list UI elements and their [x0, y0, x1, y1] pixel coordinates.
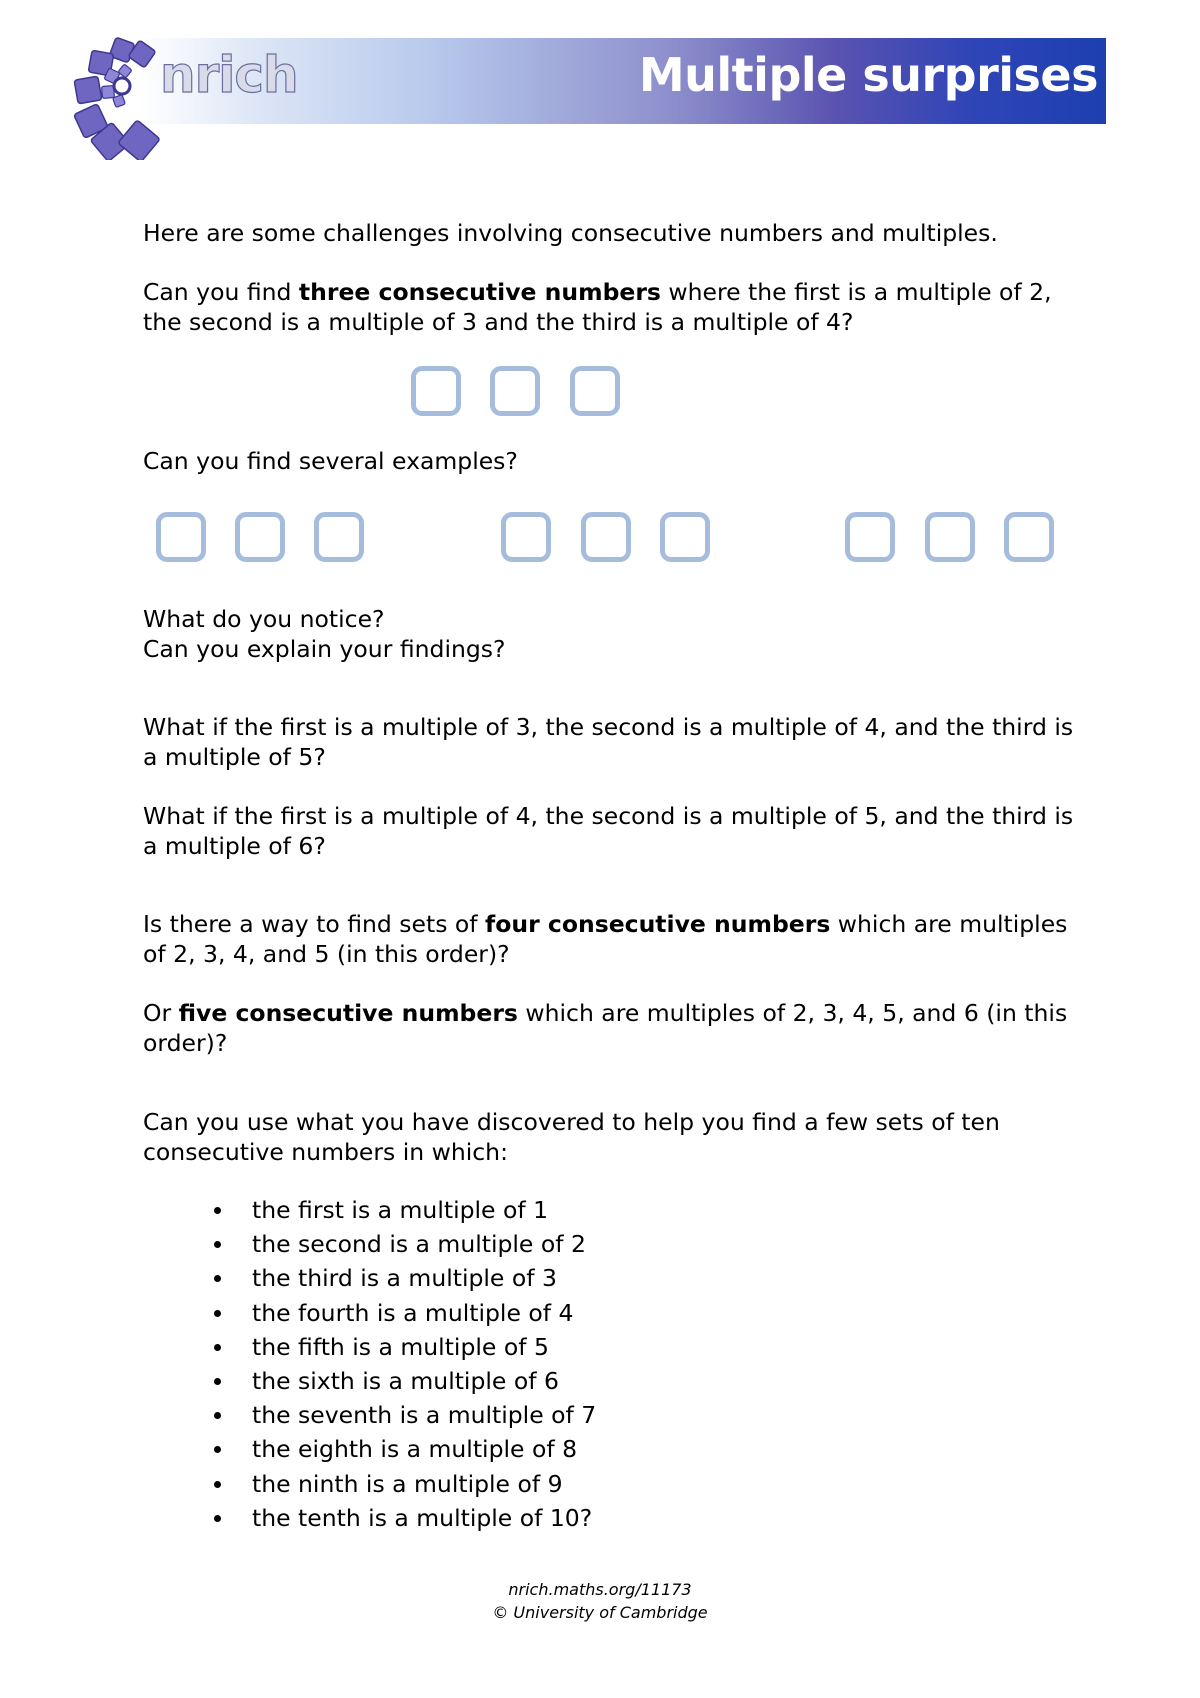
list-item-text: the second is a multiple of 2	[252, 1230, 586, 1259]
list-item	[214, 1261, 596, 1295]
answer-box[interactable]	[235, 512, 285, 562]
list-item	[214, 1501, 596, 1535]
list-item-text: the fourth is a multiple of 4	[252, 1298, 574, 1327]
q-four-emphasis: four consecutive numbers	[485, 910, 831, 938]
list-item	[214, 1364, 596, 1398]
list-item	[214, 1193, 596, 1227]
footer-url[interactable]: nrich.maths.org/11173	[508, 1580, 692, 1599]
question-456: What if the first is a multiple of 4, the second is a multiple of 5, and the third is a multiple of 6?	[143, 802, 1074, 860]
answer-box[interactable]	[660, 512, 710, 562]
q-four-text-end: which are multiples of 2, 3, 4, and 5 (in this order)?	[143, 910, 1068, 968]
q-four-text-start: Is there a way to find sets of	[143, 910, 486, 938]
answer-box[interactable]	[845, 512, 895, 562]
question-five-consecutive	[143, 998, 1083, 1058]
answer-box[interactable]	[314, 512, 364, 562]
footer-copyright: © University of Cambridge	[492, 1603, 708, 1622]
list-item	[214, 1296, 596, 1330]
bullet-icon	[214, 1275, 221, 1282]
list-item-text: the fifth is a multiple of 5	[252, 1332, 549, 1361]
list-item-text: the ninth is a multiple of 9	[252, 1469, 563, 1498]
list-item	[214, 1398, 596, 1432]
answer-box[interactable]	[501, 512, 551, 562]
bullet-icon	[214, 1241, 221, 1248]
bullet-icon	[214, 1310, 221, 1317]
q-five-text-end: which are multiples of 2, 3, 4, 5, and 6 (in this order)?	[143, 999, 1068, 1057]
explain-text: Can you explain your findings?	[143, 635, 506, 663]
bullet-icon	[214, 1344, 221, 1351]
several-examples-text: Can you find several examples?	[143, 447, 518, 475]
intro-text: Here are some challenges involving consecutive numbers and multiples.	[143, 219, 998, 247]
notice-text: What do you notice?	[143, 605, 385, 633]
q1-text-end: where the first is a multiple of 2, the second is a multiple of 3 and the third is a multiple of 4?	[143, 278, 1052, 336]
answer-box[interactable]	[1004, 512, 1054, 562]
list-item	[214, 1330, 596, 1364]
question-four-consecutive	[143, 909, 1083, 969]
conditions-list	[214, 1193, 596, 1535]
logo-wordmark: nrich	[160, 46, 298, 104]
list-item-text: the seventh is a multiple of 7	[252, 1401, 597, 1430]
answer-box[interactable]	[411, 366, 461, 416]
list-item	[214, 1432, 596, 1466]
list-item	[214, 1467, 596, 1501]
bullet-icon	[214, 1446, 221, 1453]
list-item-text: the first is a multiple of 1	[252, 1196, 549, 1224]
question-three-consecutive	[143, 277, 1083, 337]
answer-box[interactable]	[490, 366, 540, 416]
question-ten-consecutive: Can you use what you have discovered to help you find a few sets of ten consecutive numbers in which:	[143, 1108, 1000, 1166]
answer-box[interactable]	[581, 512, 631, 562]
answer-box[interactable]	[925, 512, 975, 562]
q1-text-start: Can you find	[143, 278, 299, 306]
bullet-icon	[214, 1207, 221, 1214]
q-five-emphasis: five consecutive numbers	[178, 999, 518, 1027]
list-item-text: the sixth is a multiple of 6	[252, 1367, 559, 1396]
answer-box[interactable]	[156, 512, 206, 562]
bullet-icon	[214, 1481, 221, 1488]
list-item	[214, 1227, 596, 1261]
list-item-text: the eighth is a multiple of 8	[252, 1435, 578, 1464]
page-title: Multiple surprises	[638, 48, 1098, 102]
bullet-icon	[214, 1412, 221, 1419]
answer-box[interactable]	[570, 366, 620, 416]
bullet-icon	[214, 1515, 221, 1522]
list-item-text: the tenth is a multiple of 10?	[252, 1503, 593, 1532]
question-345: What if the first is a multiple of 3, the second is a multiple of 4, and the third is a multiple of 5?	[143, 713, 1074, 771]
bullet-icon	[214, 1378, 221, 1385]
q1-emphasis: three consecutive numbers	[298, 278, 661, 306]
list-item-text: the third is a multiple of 3	[252, 1264, 557, 1293]
q-five-text-start: Or	[143, 999, 179, 1027]
